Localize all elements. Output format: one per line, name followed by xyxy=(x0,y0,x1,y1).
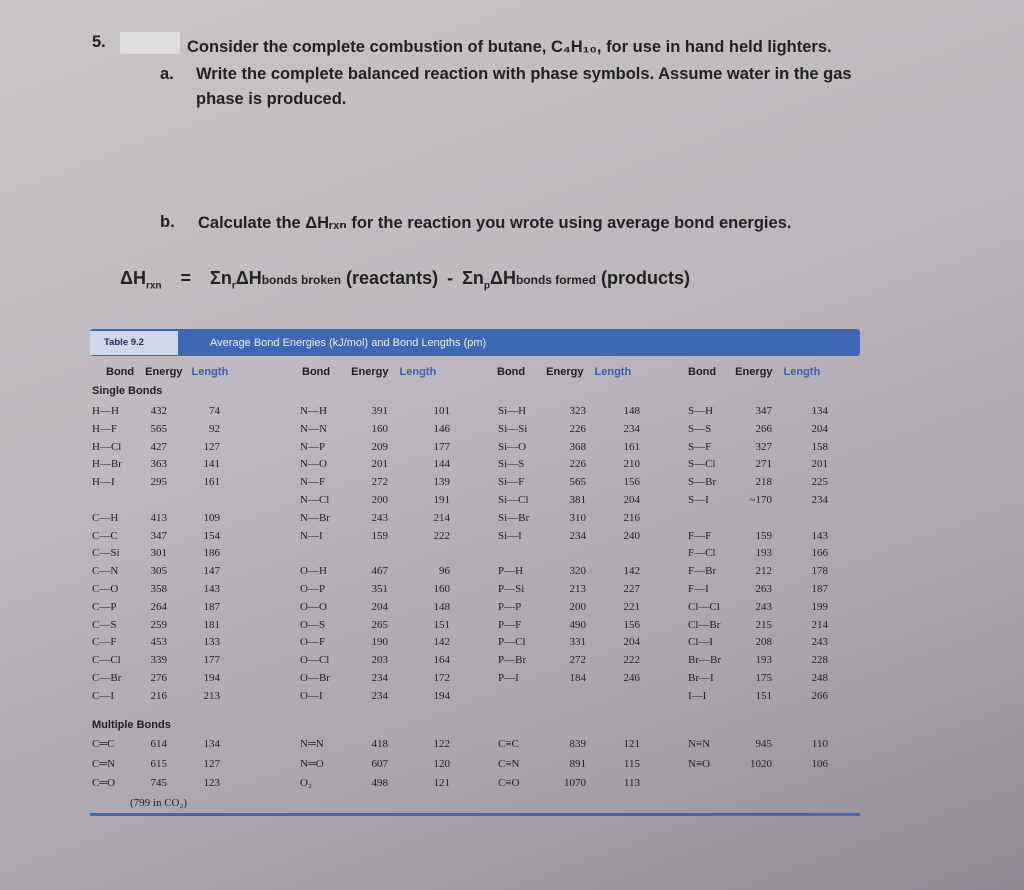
bond-length-cell: 177 xyxy=(433,440,450,453)
bond-bond-cell: Br—I xyxy=(688,672,714,684)
multiple-bond-energy-cell: 745 xyxy=(150,777,167,789)
bond-energy-cell: 159 xyxy=(371,529,388,542)
bond-bond-cell: O—P xyxy=(300,583,326,595)
bond-energy-cell: 368 xyxy=(569,440,586,453)
bond-length-cell: 156 xyxy=(623,618,640,631)
bond-energy-cell: 209 xyxy=(371,440,388,453)
bond-energy-cell: 363 xyxy=(150,458,167,471)
bond-bond-cell: S—S xyxy=(688,422,712,435)
bond-bond-cell: P—Br xyxy=(498,654,527,667)
part-b-text: Calculate the ΔHᵣₓₙ for the reaction you wrote using average bond energies. xyxy=(198,214,792,232)
bond-length-cell: 210 xyxy=(623,458,640,471)
formula-dh1-sub: bonds broken xyxy=(261,273,342,287)
bond-energy-cell: 305 xyxy=(150,565,167,578)
bond-energy-cell: 234 xyxy=(371,689,388,702)
bond-bond-cell: P—P xyxy=(498,600,522,613)
bond-bond-cell: C—Si xyxy=(92,547,120,560)
question-number: 5. xyxy=(92,33,106,51)
bond-bond-cell: H—H xyxy=(92,405,119,417)
enthalpy-formula xyxy=(120,268,690,292)
bond-length-cell: 151 xyxy=(433,618,450,631)
bond-energy-cell: 218 xyxy=(755,476,772,489)
bond-length-cell: 225 xyxy=(811,476,828,489)
col-bond: Bond xyxy=(106,366,135,378)
bond-length-cell: 154 xyxy=(203,529,220,542)
bond-length-cell: 234 xyxy=(623,422,640,435)
bond-energy-cell: 226 xyxy=(569,422,586,435)
formula-dh1: ΔH xyxy=(235,268,262,288)
bond-bond-cell: N—O xyxy=(300,458,327,471)
multiple-bond-energy-cell: 607 xyxy=(371,757,388,770)
bond-length-cell: 147 xyxy=(203,565,220,578)
bond-bond-cell: H—I xyxy=(92,476,115,489)
multiple-bond-bond-cell: C≡N xyxy=(498,757,520,770)
bond-energy-cell: 271 xyxy=(755,458,772,471)
bond-energy-cell: 226 xyxy=(569,458,586,471)
bond-energy-cell: 310 xyxy=(569,511,586,524)
part-a-line2: phase is produced. xyxy=(196,90,347,108)
bond-bond-cell: F—Cl xyxy=(688,547,716,560)
bond-bond-cell: S—Br xyxy=(688,476,717,489)
bond-energy-cell: 351 xyxy=(371,583,388,595)
bond-bond-cell: I—I xyxy=(688,689,707,702)
bond-energy-cell: 263 xyxy=(755,583,772,595)
formula-lhs: ΔH xyxy=(120,268,146,288)
bond-length-cell: 101 xyxy=(433,405,450,417)
bond-bond-cell: Br—Br xyxy=(688,654,721,667)
bond-length-cell: 191 xyxy=(433,494,450,506)
bond-bond-cell: Si—Cl xyxy=(498,494,529,506)
section-single-bonds: Single Bonds xyxy=(92,385,163,397)
formula-sum-r-sub: r xyxy=(231,280,236,292)
formula-products: (products) xyxy=(600,268,690,288)
part-a-letter: a. xyxy=(160,65,174,83)
col-length: Length xyxy=(191,366,229,378)
multiple-bond-bond-cell: C═N xyxy=(92,757,116,770)
bond-bond-cell: H—F xyxy=(92,422,118,435)
bond-energy-cell: 320 xyxy=(569,565,586,578)
bond-length-cell: 216 xyxy=(623,511,640,524)
bond-energy-cell: 159 xyxy=(755,529,772,542)
bond-length-cell: 187 xyxy=(203,600,220,613)
bond-bond-cell: C—Cl xyxy=(92,654,121,667)
bond-length-cell: 74 xyxy=(209,405,220,417)
bond-energy-cell: 432 xyxy=(150,405,167,417)
bond-energy-cell: 212 xyxy=(755,565,772,578)
bond-bond-cell: O—F xyxy=(300,636,326,649)
bond-length-cell: 214 xyxy=(811,618,828,631)
bond-bond-cell: O—S xyxy=(300,618,326,631)
bond-energy-cell: 201 xyxy=(371,458,388,471)
bond-length-cell: 143 xyxy=(811,529,828,542)
bond-length-cell: 127 xyxy=(203,440,220,453)
bond-energy-cell: 264 xyxy=(150,600,167,613)
bond-energy-cell: 358 xyxy=(150,583,167,595)
bond-energy-cell: 213 xyxy=(569,583,586,595)
bond-bond-cell: Cl—Cl xyxy=(688,600,720,613)
bond-energy-cell: 295 xyxy=(150,476,167,489)
col-bond: Bond xyxy=(688,366,717,378)
question-prompt: Consider the complete combustion of butane, C₄H₁₀, for use in hand held lighters. xyxy=(187,38,832,56)
bond-length-cell: 228 xyxy=(811,654,828,667)
bond-length-cell: 181 xyxy=(203,618,220,631)
bond-energy-cell: 234 xyxy=(371,672,388,684)
bond-energy-cell: 272 xyxy=(569,654,586,667)
bond-bond-cell: S—F xyxy=(688,440,712,453)
col-bond: Bond xyxy=(497,366,526,378)
bond-length-cell: 187 xyxy=(811,583,828,595)
col-length: Length xyxy=(399,366,437,378)
formula-dh2: ΔH xyxy=(490,268,516,288)
part-a-line1: Write the complete balanced reaction with phase symbols. Assume water in the gas xyxy=(196,65,852,83)
formula-sum-r: Σn xyxy=(210,268,232,288)
bond-energy-cell: 467 xyxy=(371,565,388,578)
bond-length-cell: 96 xyxy=(439,565,450,578)
multiple-bond-length-cell: 123 xyxy=(203,777,220,789)
bond-bond-cell: H—Br xyxy=(92,458,122,471)
multiple-bond-energy-cell: 498 xyxy=(371,777,388,789)
bond-length-cell: 142 xyxy=(433,636,450,649)
col-energy: Energy xyxy=(351,366,389,378)
bond-energy-cell: 339 xyxy=(150,654,167,667)
bond-energy-cell: 391 xyxy=(371,405,388,417)
bond-length-cell: 148 xyxy=(433,600,450,613)
multiple-bond-energy-cell: 615 xyxy=(150,757,167,770)
bond-length-cell: 246 xyxy=(623,672,640,684)
redacted-area xyxy=(120,32,180,54)
bond-energy-cell: 265 xyxy=(371,618,388,631)
col-headings-2 xyxy=(302,366,436,378)
bond-bond-cell: S—I xyxy=(688,494,709,506)
bond-bond-cell: C—I xyxy=(92,689,114,702)
bond-energy-cell: 453 xyxy=(150,636,167,649)
bond-energy-cell: 234 xyxy=(569,529,586,542)
bond-bond-cell: C—Br xyxy=(92,672,122,684)
multiple-bond-energy-cell: 839 xyxy=(569,738,586,750)
multiple-bond-length-cell: 113 xyxy=(623,777,640,789)
bond-energy-cell: 190 xyxy=(371,636,388,649)
bond-bond-cell: Si—O xyxy=(498,440,527,453)
col-headings-1 xyxy=(106,366,228,378)
formula-dh2-sub: bonds formed xyxy=(515,273,596,287)
bond-energy-cell: 193 xyxy=(755,547,772,560)
col-headings-3 xyxy=(497,366,631,378)
multiple-bond-bond-cell: C≡C xyxy=(498,738,519,750)
bond-energy-cell: 243 xyxy=(371,511,388,524)
bond-energy-cell: 413 xyxy=(150,511,167,524)
bond-length-cell: 144 xyxy=(433,458,450,471)
bond-energy-cell: 193 xyxy=(755,654,772,667)
multiple-bond-length-cell: 110 xyxy=(811,738,828,750)
col-bond: Bond xyxy=(302,366,331,378)
bond-length-cell: 201 xyxy=(811,458,828,471)
multiple-bond-energy-cell: 614 xyxy=(150,738,167,750)
bond-length-cell: 222 xyxy=(623,654,640,667)
bond-length-cell: 166 xyxy=(811,547,828,560)
multiple-bond-length-cell: 121 xyxy=(433,777,450,789)
bond-length-cell: 161 xyxy=(203,476,220,489)
multiple-bond-length-cell: 115 xyxy=(623,757,640,770)
multiple-bond-length-cell: 122 xyxy=(433,738,450,750)
bond-bond-cell: S—H xyxy=(688,405,714,417)
multiple-bond-bond-cell: O₂ xyxy=(300,777,312,789)
bond-bond-cell: N—P xyxy=(300,440,326,453)
bond-bond-cell: N—Cl xyxy=(300,494,330,506)
bond-energy-cell: 204 xyxy=(371,600,388,613)
bond-length-cell: 143 xyxy=(203,583,220,595)
bond-bond-cell: C—C xyxy=(92,529,118,542)
bond-bond-cell: N—H xyxy=(300,405,327,417)
col-energy: Energy xyxy=(735,366,773,378)
bond-bond-cell: P—F xyxy=(498,618,522,631)
bond-energy-cell: ~170 xyxy=(749,494,772,506)
bond-bond-cell: Cl—I xyxy=(688,636,714,649)
col-length: Length xyxy=(594,366,632,378)
bond-length-cell: 141 xyxy=(203,458,220,471)
multiple-bond-length-cell: 134 xyxy=(203,738,220,750)
bond-energy-cell: 160 xyxy=(371,422,388,435)
bond-bond-cell: C—F xyxy=(92,636,117,649)
part-b-letter: b. xyxy=(160,213,175,231)
bond-length-cell: 142 xyxy=(623,565,640,578)
bond-length-cell: 186 xyxy=(203,547,220,560)
bond-energy-cell: 200 xyxy=(371,494,388,506)
bond-length-cell: 199 xyxy=(811,600,828,613)
multiple-bond-energy-cell: 945 xyxy=(755,738,772,750)
bond-length-cell: 243 xyxy=(811,636,828,649)
bond-bond-cell: P—Si xyxy=(498,583,525,595)
bond-bond-cell: P—Cl xyxy=(498,636,526,649)
bond-length-cell: 158 xyxy=(811,440,828,453)
bond-bond-cell: P—I xyxy=(498,672,519,684)
bond-length-cell: 214 xyxy=(433,511,450,524)
col-energy: Energy xyxy=(145,366,183,378)
multiple-bond-bond-cell: C═O xyxy=(92,777,116,789)
bond-length-cell: 172 xyxy=(433,672,450,684)
bond-energy-cell: 327 xyxy=(755,440,772,453)
bond-length-cell: 92 xyxy=(209,422,220,435)
multiple-bond-bond-cell: C≡O xyxy=(498,777,520,789)
bond-energy-cell: 151 xyxy=(755,689,772,702)
multiple-bond-bond-cell: C═C xyxy=(92,738,115,750)
bond-bond-cell: Si—Si xyxy=(498,422,528,435)
bond-length-cell: 204 xyxy=(811,422,828,435)
multiple-bond-bond-cell: N≡N xyxy=(688,738,711,750)
bond-bond-cell: N—F xyxy=(300,476,326,489)
bond-bond-cell: Si—Br xyxy=(498,511,530,524)
bond-length-cell: 164 xyxy=(433,654,450,667)
bond-bond-cell: C—S xyxy=(92,618,117,631)
bond-length-cell: 109 xyxy=(203,511,220,524)
multiple-bond-length-cell: 106 xyxy=(811,757,828,770)
bond-bond-cell: F—I xyxy=(688,583,709,595)
table-tab-label: Table 9.2 xyxy=(90,331,178,355)
formula-sum-p: Σn xyxy=(462,268,484,288)
bond-bond-cell: C—N xyxy=(92,565,119,578)
formula-minus: - xyxy=(447,268,454,288)
bond-energy-cell: 216 xyxy=(150,689,167,702)
bond-energy-cell: 276 xyxy=(150,672,167,684)
multiple-bond-bond-cell: N═O xyxy=(300,757,324,770)
bond-length-cell: 234 xyxy=(811,494,828,506)
formula-lhs-sub: rxn xyxy=(145,280,162,292)
bond-bond-cell: O—Cl xyxy=(300,654,330,667)
formula-sum-p-sub: p xyxy=(483,280,491,292)
bond-bond-cell: N—Br xyxy=(300,511,330,524)
bond-energy-cell: 259 xyxy=(150,618,167,631)
bond-length-cell: 160 xyxy=(433,583,450,595)
bond-length-cell: 240 xyxy=(623,529,640,542)
bond-bond-cell: C—H xyxy=(92,511,119,524)
bond-energy-cell: 184 xyxy=(569,672,586,684)
bond-bond-cell: Si—S xyxy=(498,458,525,471)
multiple-bond-energy-cell: 891 xyxy=(569,757,586,770)
bond-bond-cell: Si—F xyxy=(498,476,525,489)
bond-energy-cell: 427 xyxy=(150,440,167,453)
bond-bond-cell: F—Br xyxy=(688,565,717,578)
bond-length-cell: 133 xyxy=(203,636,220,649)
bond-bond-cell: N—I xyxy=(300,529,323,542)
bond-energy-cell: 215 xyxy=(755,618,772,631)
bond-length-cell: 222 xyxy=(433,529,450,542)
bond-bond-cell: O—O xyxy=(300,600,327,613)
multiple-bond-energy-cell: 1020 xyxy=(750,757,772,770)
bond-energy-cell: 565 xyxy=(569,476,586,489)
co2-note: (799 in CO₂) xyxy=(130,797,187,809)
bond-energy-cell: 203 xyxy=(371,654,388,667)
bond-length-cell: 134 xyxy=(811,405,828,417)
bond-energy-cell: 200 xyxy=(569,600,586,613)
bond-length-cell: 156 xyxy=(623,476,640,489)
bond-length-cell: 194 xyxy=(203,672,220,684)
bond-length-cell: 266 xyxy=(811,689,828,702)
bond-energy-cell: 266 xyxy=(755,422,772,435)
bond-length-cell: 194 xyxy=(433,689,450,702)
bond-length-cell: 148 xyxy=(623,405,640,417)
bond-energy-cell: 347 xyxy=(755,405,772,417)
bond-length-cell: 248 xyxy=(811,672,828,684)
multiple-bond-energy-cell: 1070 xyxy=(564,777,586,789)
bond-length-cell: 139 xyxy=(433,476,450,489)
bond-bond-cell: Si—I xyxy=(498,529,522,542)
bond-bond-cell: Si—H xyxy=(498,405,527,417)
multiple-bond-bond-cell: N═N xyxy=(300,738,324,750)
col-energy: Energy xyxy=(546,366,584,378)
bond-energy-cell: 381 xyxy=(569,494,586,506)
bond-bond-cell: O—Br xyxy=(300,672,330,684)
bond-bond-cell: Cl—Br xyxy=(688,618,721,631)
bond-energy-cell: 243 xyxy=(755,600,772,613)
bond-bond-cell: S—Cl xyxy=(688,458,716,471)
col-length: Length xyxy=(783,366,821,378)
bond-length-cell: 221 xyxy=(623,600,640,613)
bond-length-cell: 178 xyxy=(811,565,828,578)
bond-length-cell: 204 xyxy=(623,636,640,649)
bond-energy-cell: 490 xyxy=(569,618,586,631)
bond-energy-cell: 565 xyxy=(150,422,167,435)
table-bottom-rule xyxy=(90,813,860,816)
bond-energy-cell: 323 xyxy=(569,405,586,417)
bond-energy-cell: 208 xyxy=(755,636,772,649)
multiple-bond-bond-cell: N≡O xyxy=(688,757,711,770)
multiple-bond-energy-cell: 418 xyxy=(371,738,388,750)
bond-bond-cell: C—O xyxy=(92,583,119,595)
bond-energy-cell: 301 xyxy=(150,547,167,560)
formula-reactants: (reactants) xyxy=(346,268,439,288)
bond-length-cell: 161 xyxy=(623,440,640,453)
multiple-bond-length-cell: 120 xyxy=(433,757,450,770)
bond-bond-cell: H—Cl xyxy=(92,440,122,453)
bond-length-cell: 177 xyxy=(203,654,220,667)
bond-length-cell: 213 xyxy=(203,689,220,702)
bond-energy-cell: 347 xyxy=(150,529,167,542)
bond-bond-cell: N—N xyxy=(300,422,327,435)
bond-length-cell: 146 xyxy=(433,422,450,435)
col-headings-4 xyxy=(688,366,820,378)
section-multiple-bonds: Multiple Bonds xyxy=(92,719,171,731)
bond-energy-cell: 331 xyxy=(569,636,586,649)
bond-energy-cell: 175 xyxy=(755,672,772,684)
bond-energy-cell: 272 xyxy=(371,476,388,489)
bond-length-cell: 227 xyxy=(623,583,640,595)
bond-bond-cell: O—H xyxy=(300,565,327,578)
bond-length-cell: 204 xyxy=(623,494,640,506)
bond-bond-cell: O—I xyxy=(300,689,323,702)
bond-bond-cell: C—P xyxy=(92,600,117,613)
multiple-bond-length-cell: 121 xyxy=(623,738,640,750)
table-title: Average Bond Energies (kJ/mol) and Bond Lengths (pm) xyxy=(210,337,487,349)
formula-equals: = xyxy=(180,268,192,288)
multiple-bond-length-cell: 127 xyxy=(203,757,220,770)
bond-bond-cell: F—F xyxy=(688,529,712,542)
bond-bond-cell: P—H xyxy=(498,565,524,578)
